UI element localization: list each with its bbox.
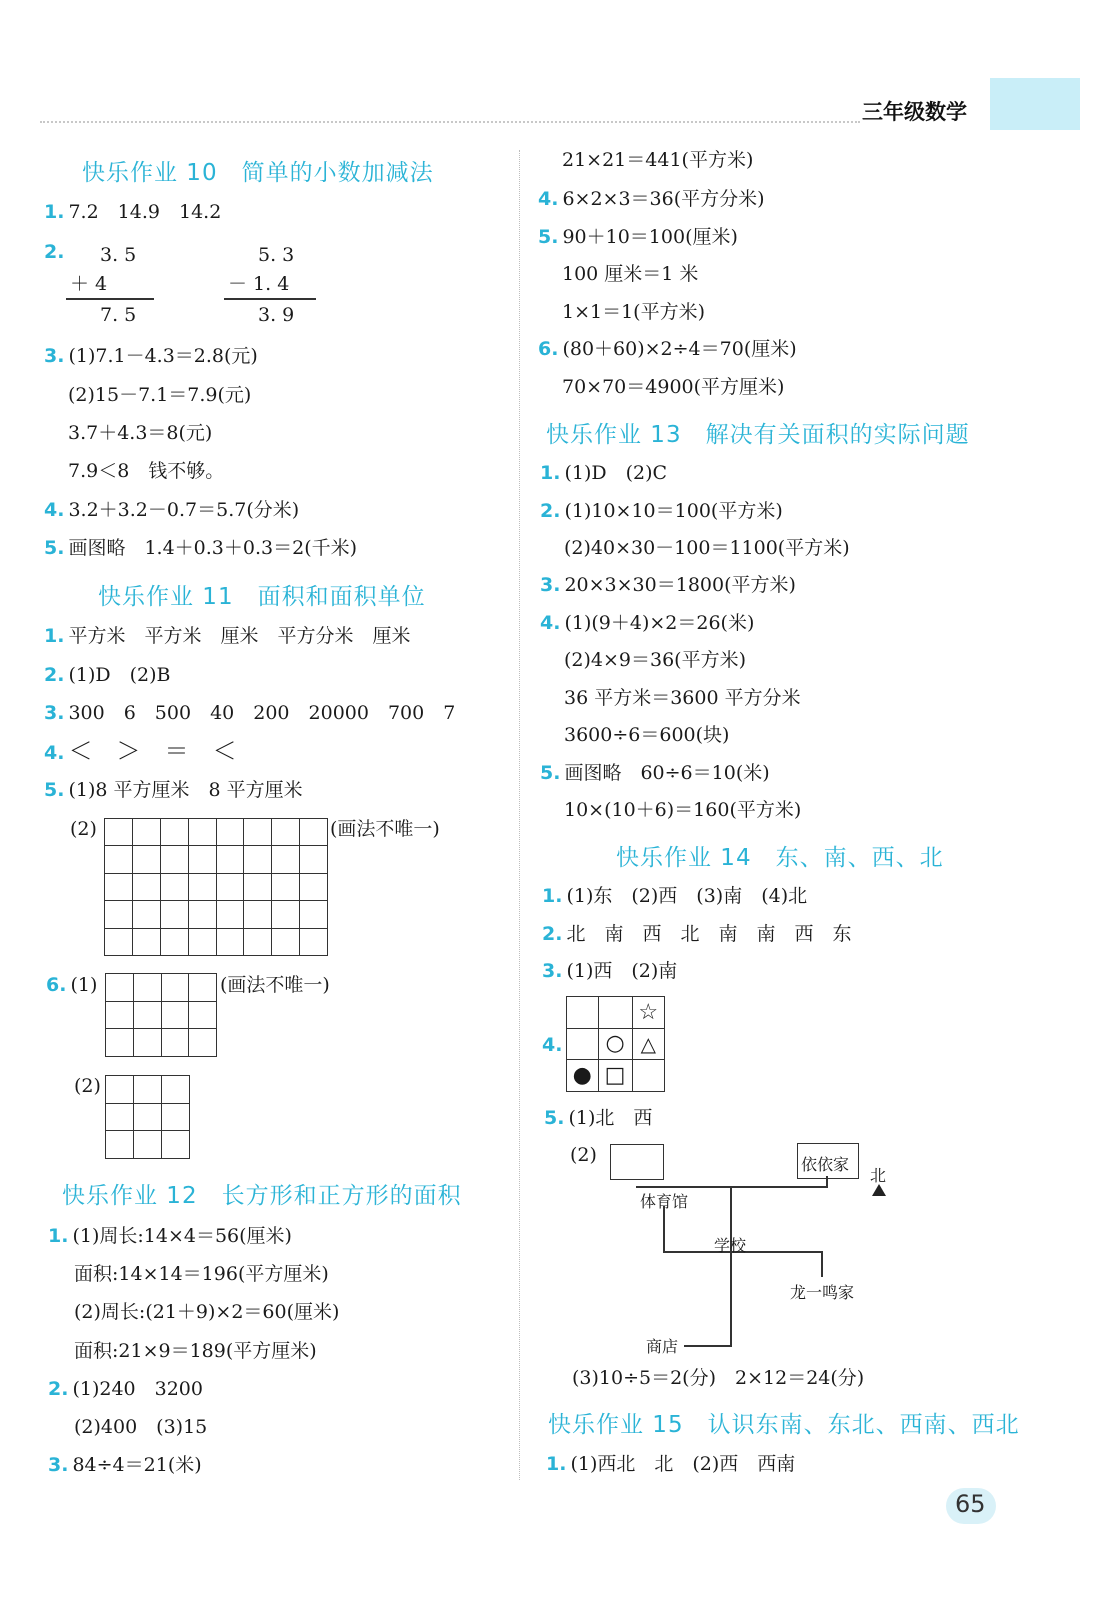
triangle-icon: △ xyxy=(632,1028,664,1060)
empty-answer-box xyxy=(610,1144,664,1180)
sub-result: 3. 9 xyxy=(258,304,295,326)
s12-q3 xyxy=(48,1453,202,1477)
add-operand-a: 3. 5 xyxy=(100,244,137,266)
label-long-home: 龙一鸣家 xyxy=(790,1283,855,1302)
answer-text: (1)10×10＝100(平方米) xyxy=(564,500,783,522)
q-number: 4. xyxy=(44,499,65,521)
s11-q6-part2: (2) xyxy=(74,1075,101,1097)
answer-text: (1)西北 北 (2)西 西南 xyxy=(570,1453,796,1475)
s14-q4-number xyxy=(542,1033,566,1057)
s13-q4-line1 xyxy=(540,611,754,635)
answer-text: (1)7.1－4.3＝2.8(元) xyxy=(68,345,258,367)
s12-q1-line1 xyxy=(48,1224,292,1248)
s13-q2-line2: (2)40×30－100＝1100(平方米) xyxy=(564,537,850,559)
sub-rule xyxy=(224,298,316,300)
s13-q4-line2: (2)4×9＝36(平方米) xyxy=(564,649,747,671)
s10-q2-number xyxy=(44,240,68,264)
q-number: 4. xyxy=(44,742,65,764)
label-shop: 商店 xyxy=(646,1337,679,1356)
sub-operand-b: － 1. 4 xyxy=(228,273,290,295)
header-band xyxy=(990,78,1080,130)
q-number: 6. xyxy=(46,974,67,996)
s10-q5 xyxy=(44,536,357,560)
add-operand-b: ＋ 4 xyxy=(70,273,108,295)
add-rule xyxy=(66,298,154,300)
road-main-vertical xyxy=(730,1186,732,1346)
q-number: 5. xyxy=(544,1107,565,1129)
answer-text: (1)西 (2)南 xyxy=(566,960,678,982)
grid-8x5 xyxy=(104,818,328,956)
q-number: 4. xyxy=(540,612,561,634)
answer-text: 7.2 14.9 14.2 xyxy=(68,201,222,223)
s14-q5-part2: (2) xyxy=(570,1144,597,1166)
answer-text: (1)8 平方厘米 8 平方厘米 xyxy=(68,779,303,801)
grid-4x3 xyxy=(105,973,217,1057)
q-number: 2. xyxy=(44,241,65,263)
q-number: 3. xyxy=(44,345,65,367)
header-title: 三年级数学 xyxy=(862,100,967,124)
s10-q4 xyxy=(44,498,299,522)
star-icon: ☆ xyxy=(632,997,664,1029)
s12-q2-line1 xyxy=(48,1377,203,1401)
r-q5-line1 xyxy=(538,225,738,249)
s12-q1-line4: 面积:21×9＝189(平方厘米) xyxy=(74,1340,317,1362)
r-q6-line1 xyxy=(538,337,797,361)
s11-q6-note: (画法不唯一) xyxy=(220,974,330,996)
s10-q3-line2: (2)15－7.1＝7.9(元) xyxy=(68,384,252,406)
q-number: 1. xyxy=(44,201,65,223)
answer-text: 画图略 60÷6＝10(米) xyxy=(564,762,770,784)
s12-q1-line2: 面积:14×14＝196(平方厘米) xyxy=(74,1263,329,1285)
answer-text: 6×2×3＝36(平方分米) xyxy=(562,188,765,210)
q-number: 4. xyxy=(538,188,559,210)
s11-q3 xyxy=(44,701,455,725)
answer-text: 20×3×30＝1800(平方米) xyxy=(564,574,796,596)
label-yiyi-home: 依依家 xyxy=(801,1155,850,1174)
part-label: (1) xyxy=(70,974,98,996)
q-number: 2. xyxy=(44,664,65,686)
r-q5-line2: 100 厘米＝1 米 xyxy=(562,263,699,285)
road-from-gym xyxy=(663,1206,665,1252)
grid-3x3 xyxy=(105,1075,190,1159)
north-arrow-icon xyxy=(872,1184,886,1196)
label-gym: 体育馆 xyxy=(640,1192,689,1211)
answer-text: (1)周长:14×4＝56(厘米) xyxy=(72,1225,292,1247)
direction-grid-3x3 xyxy=(566,996,665,1092)
s11-q5 xyxy=(44,778,303,802)
s13-q4-line3: 36 平方米＝3600 平方分米 xyxy=(564,687,801,709)
q-number: 3. xyxy=(44,702,65,724)
label-north: 北 xyxy=(870,1166,887,1185)
s13-q5-line1 xyxy=(540,761,770,785)
page-number: 65 xyxy=(955,1490,986,1518)
section-title-12: 快乐作业 12 长方形和正方形的面积 xyxy=(62,1183,462,1209)
road-to-home xyxy=(826,1176,828,1188)
s11-q1 xyxy=(44,624,410,648)
s14-q2 xyxy=(542,922,851,946)
s11-q5-note: (画法不唯一) xyxy=(330,818,440,840)
answer-text: (80＋60)×2÷4＝70(厘米) xyxy=(562,338,797,360)
r-cont-line: 21×21＝441(平方米) xyxy=(562,149,754,171)
filled-dot-icon: ● xyxy=(567,1060,599,1092)
s11-q6-part1 xyxy=(46,973,97,997)
answer-text: 90＋10＝100(厘米) xyxy=(562,226,738,248)
q-number: 3. xyxy=(540,574,561,596)
s14-q5-line3: (3)10÷5＝2(分) 2×12＝24(分) xyxy=(572,1367,865,1389)
s14-q5-line1 xyxy=(544,1106,652,1130)
q-number: 5. xyxy=(44,779,65,801)
q-number: 2. xyxy=(542,923,563,945)
sub-operand-a: 5. 3 xyxy=(258,244,295,266)
answer-text: 3.2＋3.2－0.7＝5.7(分米) xyxy=(68,499,300,521)
answer-text: (1)D (2)C xyxy=(564,462,668,484)
answer-text: (1)(9＋4)×2＝26(米) xyxy=(564,612,755,634)
add-result: 7. 5 xyxy=(100,304,137,326)
answer-text: 84÷4＝21(米) xyxy=(72,1454,202,1476)
s13-q3 xyxy=(540,573,796,597)
section-title-14: 快乐作业 14 东、南、西、北 xyxy=(616,845,944,871)
s14-q3 xyxy=(542,959,677,983)
q-number: 2. xyxy=(540,500,561,522)
answer-text: ＜ ＞ ＝ ＜ xyxy=(68,737,237,765)
s11-q2 xyxy=(44,663,170,687)
q-number: 3. xyxy=(542,960,563,982)
s15-q1 xyxy=(546,1452,795,1476)
q-number: 1. xyxy=(540,462,561,484)
s12-q1-line3: (2)周长:(21＋9)×2＝60(厘米) xyxy=(74,1301,340,1323)
answer-text: (1)东 (2)西 (3)南 (4)北 xyxy=(566,885,808,907)
section-title-11: 快乐作业 11 面积和面积单位 xyxy=(98,584,426,610)
q-number: 5. xyxy=(538,226,559,248)
circle-icon: ○ xyxy=(598,1028,632,1060)
r-q4 xyxy=(538,187,765,211)
s11-q5-part2: (2) xyxy=(70,818,97,840)
label-school: 学校 xyxy=(714,1236,747,1255)
q-number: 1. xyxy=(44,625,65,647)
q-number: 1. xyxy=(542,885,563,907)
square-icon: □ xyxy=(598,1060,632,1092)
road-to-long xyxy=(821,1251,823,1277)
s10-q3-line1 xyxy=(44,344,258,368)
q-number: 1. xyxy=(546,1453,567,1475)
section-title-13: 快乐作业 13 解决有关面积的实际问题 xyxy=(546,422,970,448)
s10-q1 xyxy=(44,200,221,224)
s13-q2-line1 xyxy=(540,499,783,523)
answer-text: 画图略 1.4＋0.3＋0.3＝2(千米) xyxy=(68,537,358,559)
q-number: 6. xyxy=(538,338,559,360)
answer-text: 300 6 500 40 200 20000 700 7 xyxy=(68,702,456,724)
s13-q4-line4: 3600÷6＝600(块) xyxy=(564,724,730,746)
road-top xyxy=(636,1186,828,1188)
column-divider xyxy=(519,150,520,1480)
s10-q3-line4: 7.9＜8 钱不够。 xyxy=(68,460,225,482)
r-q6-line2: 70×70＝4900(平方厘米) xyxy=(562,376,785,398)
answer-text: (1)北 西 xyxy=(568,1107,653,1129)
s14-q1 xyxy=(542,884,807,908)
r-q5-line3: 1×1＝1(平方米) xyxy=(562,301,706,323)
q-number: 4. xyxy=(542,1034,563,1056)
section-title-15: 快乐作业 15 认识东南、东北、西南、西北 xyxy=(548,1412,1020,1438)
s12-q2-line2: (2)400 (3)15 xyxy=(74,1416,208,1438)
road-to-shop xyxy=(684,1345,732,1347)
q-number: 3. xyxy=(48,1454,69,1476)
s13-q5-line2: 10×(10＋6)＝160(平方米) xyxy=(564,799,802,821)
q-number: 2. xyxy=(48,1378,69,1400)
answer-text: 平方米 平方米 厘米 平方分米 厘米 xyxy=(68,625,411,647)
s13-q1 xyxy=(540,461,667,485)
q-number: 5. xyxy=(540,762,561,784)
answer-text: (1)D (2)B xyxy=(68,664,171,686)
s10-q3-line3: 3.7＋4.3＝8(元) xyxy=(68,422,213,444)
q-number: 1. xyxy=(48,1225,69,1247)
q-number: 5. xyxy=(44,537,65,559)
section-title-10: 快乐作业 10 简单的小数加减法 xyxy=(82,160,434,186)
answer-text: 北 南 西 北 南 南 西 东 xyxy=(566,923,852,945)
s11-q4 xyxy=(44,739,236,765)
header-dotted-rule xyxy=(40,121,860,123)
answer-text: (1)240 3200 xyxy=(72,1378,203,1400)
